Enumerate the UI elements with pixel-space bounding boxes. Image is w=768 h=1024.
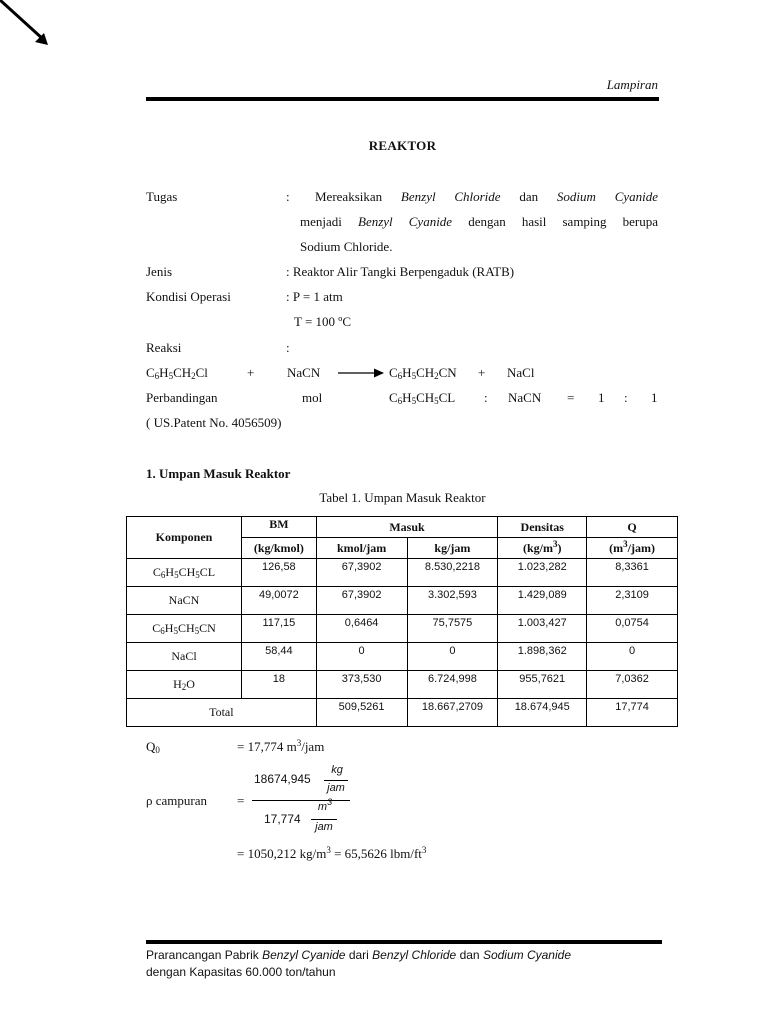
- cell-kmol: 0: [316, 643, 407, 671]
- header-kg: kg/jam: [407, 538, 498, 559]
- perbandingan-mol: mol: [302, 390, 323, 405]
- footer-rule: [146, 940, 662, 944]
- tugas-label: Tugas: [146, 189, 178, 204]
- cell-kmol: 67,3902: [316, 559, 407, 587]
- cell-q: 2,3109: [587, 587, 678, 615]
- cell-densitas: 1.429,089: [498, 587, 587, 615]
- header-densitas: Densitas: [498, 517, 587, 538]
- q0-value: = 17,774 $m^3$/jam: [237, 738, 325, 754]
- footer: [146, 947, 666, 981]
- cell-komponen: $C_6H_5CH_5CL$: [127, 559, 242, 587]
- cell-bm: 117,15: [242, 615, 317, 643]
- plus-2: +: [478, 365, 486, 380]
- header-lampiran: Lampiran: [606, 77, 658, 92]
- cell-komponen: NaCN: [127, 587, 242, 615]
- kondisi-value-2: T = 100 ºC: [294, 314, 351, 329]
- numerator-unit-bottom: jam: [327, 782, 345, 794]
- cell-q: 0,0754: [587, 615, 678, 643]
- cell-komponen: $C_6H_5CH_5CN$: [127, 615, 242, 643]
- header-q: Q: [587, 517, 678, 538]
- table-row: [127, 559, 678, 587]
- patent-reference: ( US.Patent No. 4056509): [146, 415, 282, 430]
- rho-label: ρ campuran: [146, 793, 207, 808]
- cell-total-densitas: 18.674,945: [498, 699, 587, 727]
- cell-densitas: 1.023,282: [498, 559, 587, 587]
- jenis-label: Jenis: [146, 264, 172, 279]
- cell-densitas: 1.003,427: [498, 615, 587, 643]
- kondisi-label: Kondisi Operasi: [146, 289, 231, 304]
- footer-line-1: Prarancangan Pabrik Benzyl Cyanide dari Benzyl Chloride dan Sodium Cyanide: [146, 948, 571, 962]
- perbandingan-eq: =: [567, 390, 575, 405]
- perbandingan-colon-1: :: [484, 390, 488, 405]
- cell-q: 8,3361: [587, 559, 678, 587]
- perbandingan-r1: 1: [598, 390, 605, 405]
- perbandingan-nacn: NaCN: [508, 390, 542, 405]
- reaksi-label: Reaksi: [146, 340, 182, 355]
- perbandingan-colon-2: :: [624, 390, 628, 405]
- plus-1: +: [247, 365, 255, 380]
- header-densitas-unit: $(kg/m^3)$: [498, 538, 587, 559]
- header-bm-unit: (kg/kmol): [242, 538, 317, 559]
- cell-kg: 8.530,2218: [407, 559, 498, 587]
- reactant-2: NaCN: [287, 365, 321, 380]
- table-total-row: [127, 699, 678, 727]
- header-komponen: Komponen: [127, 517, 242, 559]
- cell-komponen: $H_2O$: [127, 671, 242, 699]
- tugas-line-3: Sodium Chloride.: [300, 239, 393, 254]
- table-header-row: [127, 517, 678, 538]
- perbandingan-r2: 1: [651, 390, 658, 405]
- table-row: [127, 587, 678, 615]
- denominator-value: 17,774: [264, 812, 301, 826]
- denominator-unit-line: [311, 819, 337, 820]
- cell-total-kmol: 509,5261: [316, 699, 407, 727]
- cell-total-kg: 18.667,2709: [407, 699, 498, 727]
- cell-kg: 6.724,998: [407, 671, 498, 699]
- table-row: [127, 615, 678, 643]
- reactant-1: $C_6H_5CH_2Cl$: [146, 365, 208, 381]
- jenis-value: : Reaktor Alir Tangki Berpengaduk (RATB): [286, 264, 515, 279]
- product-1: $C_6H_5CH_2CN$: [389, 365, 457, 381]
- cell-total-label: Total: [127, 699, 317, 727]
- header-bm: BM: [242, 517, 317, 538]
- cell-kmol: 373,530: [316, 671, 407, 699]
- tugas-line-1: Mereaksikan Benzyl Chloride dan Sodium Cyanide: [315, 189, 659, 204]
- q0-label: $Q_0$: [146, 739, 160, 755]
- cell-bm: 18: [242, 671, 317, 699]
- cell-q: 0: [587, 643, 678, 671]
- perbandingan-label: Perbandingan: [146, 390, 218, 405]
- numerator-unit-line: [324, 780, 348, 781]
- header-masuk: Masuk: [316, 517, 498, 538]
- page-title: REAKTOR: [368, 138, 437, 153]
- header-q-unit: $(m^3/jam)$: [587, 538, 678, 559]
- cell-komponen: NaCl: [127, 643, 242, 671]
- denominator-unit-bottom: jam: [315, 821, 333, 833]
- header-rule: [146, 97, 659, 101]
- cell-kg: 3.302,593: [407, 587, 498, 615]
- tugas-line-2: menjadi Benzyl Cyanide dengan hasil samping berupa: [300, 214, 659, 229]
- cell-densitas: 1.898,362: [498, 643, 587, 671]
- section-heading: 1. Umpan Masuk Reaktor: [146, 466, 291, 481]
- cell-bm: 58,44: [242, 643, 317, 671]
- cell-kg: 0: [407, 643, 498, 671]
- tugas-colon: :: [286, 189, 290, 204]
- numerator-unit-top: kg: [331, 764, 343, 776]
- cell-bm: 49,0072: [242, 587, 317, 615]
- cell-q: 7,0362: [587, 671, 678, 699]
- cell-kg: 75,7575: [407, 615, 498, 643]
- cell-bm: 126,58: [242, 559, 317, 587]
- kondisi-value-1: : P = 1 atm: [286, 289, 343, 304]
- feed-table: [126, 516, 678, 727]
- cell-kmol: 67,3902: [316, 587, 407, 615]
- table-row: [127, 643, 678, 671]
- reaction-arrow-icon: [338, 366, 384, 380]
- reaksi-colon: :: [286, 340, 290, 355]
- perbandingan-compound: $C_6H_5CH_5CL$: [389, 390, 456, 406]
- header-kmol: kmol/jam: [316, 538, 407, 559]
- denominator-unit-top: $m^3$: [317, 797, 333, 813]
- product-2: NaCl: [507, 365, 535, 380]
- cell-kmol: 0,6464: [316, 615, 407, 643]
- numerator-value: 18674,945: [254, 772, 311, 786]
- table-row: [127, 671, 678, 699]
- cell-total-q: 17,774: [587, 699, 678, 727]
- rho-eq: =: [237, 793, 245, 808]
- cell-densitas: 955,7621: [498, 671, 587, 699]
- density-result: = 1050,212 $kg/m^3 = 65,5626$ lbm/$ft^3$: [237, 845, 427, 861]
- table-caption: Tabel 1. Umpan Masuk Reaktor: [319, 490, 486, 505]
- footer-line-2: dengan Kapasitas 60.000 ton/tahun: [146, 965, 336, 979]
- corner-arrow-icon: [0, 0, 60, 60]
